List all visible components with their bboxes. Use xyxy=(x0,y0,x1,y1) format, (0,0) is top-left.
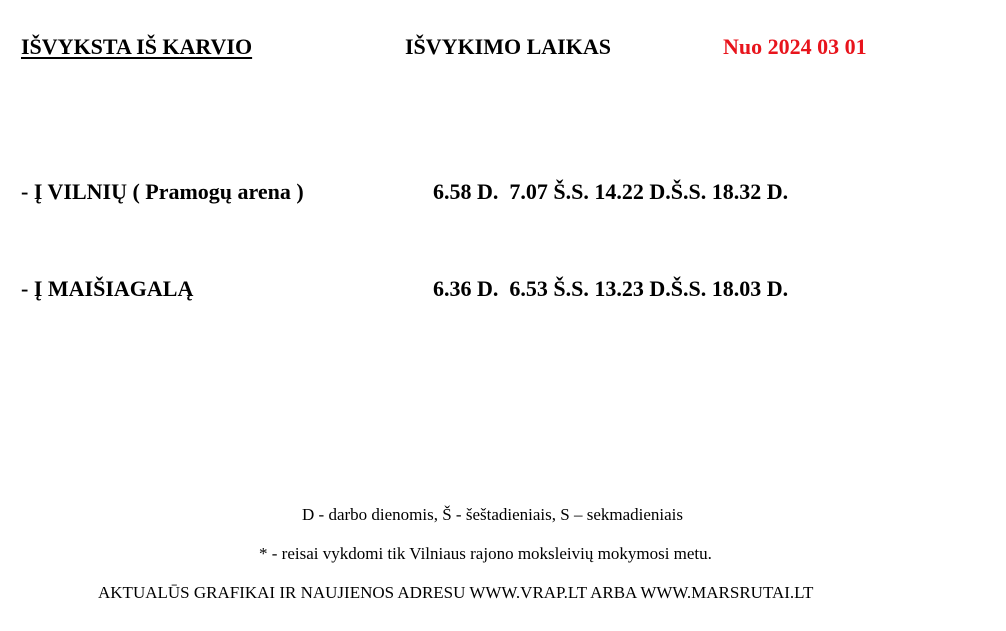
departs-from-heading: IŠVYKSTA IŠ KARVIO xyxy=(21,34,253,59)
website-note: AKTUALŪS GRAFIKAI IR NAUJIENOS ADRESU WWW.VRAP.LT ARBA WWW.MARSRUTAI.LT xyxy=(98,583,814,602)
valid-from-date: Nuo 2024 03 01 xyxy=(723,34,867,59)
route-destination: - Į MAIŠIAGALĄ xyxy=(21,276,194,301)
school-term-remark: * - reisai vykdomi tik Vilniaus rajono moksleivių mokymosi metu. xyxy=(259,544,712,563)
route-times: 6.58 D. 7.07 Š.S. 14.22 D.Š.S. 18.32 D. xyxy=(433,179,789,204)
route-destination: - Į VILNIŲ ( Pramogų arena ) xyxy=(21,179,304,204)
legend-note: D - darbo dienomis, Š - šeštadieniais, S – sekmadieniais xyxy=(302,505,684,524)
route-times: 6.36 D. 6.53 Š.S. 13.23 D.Š.S. 18.03 D. xyxy=(433,276,789,301)
departure-time-heading: IŠVYKIMO LAIKAS xyxy=(405,34,611,59)
